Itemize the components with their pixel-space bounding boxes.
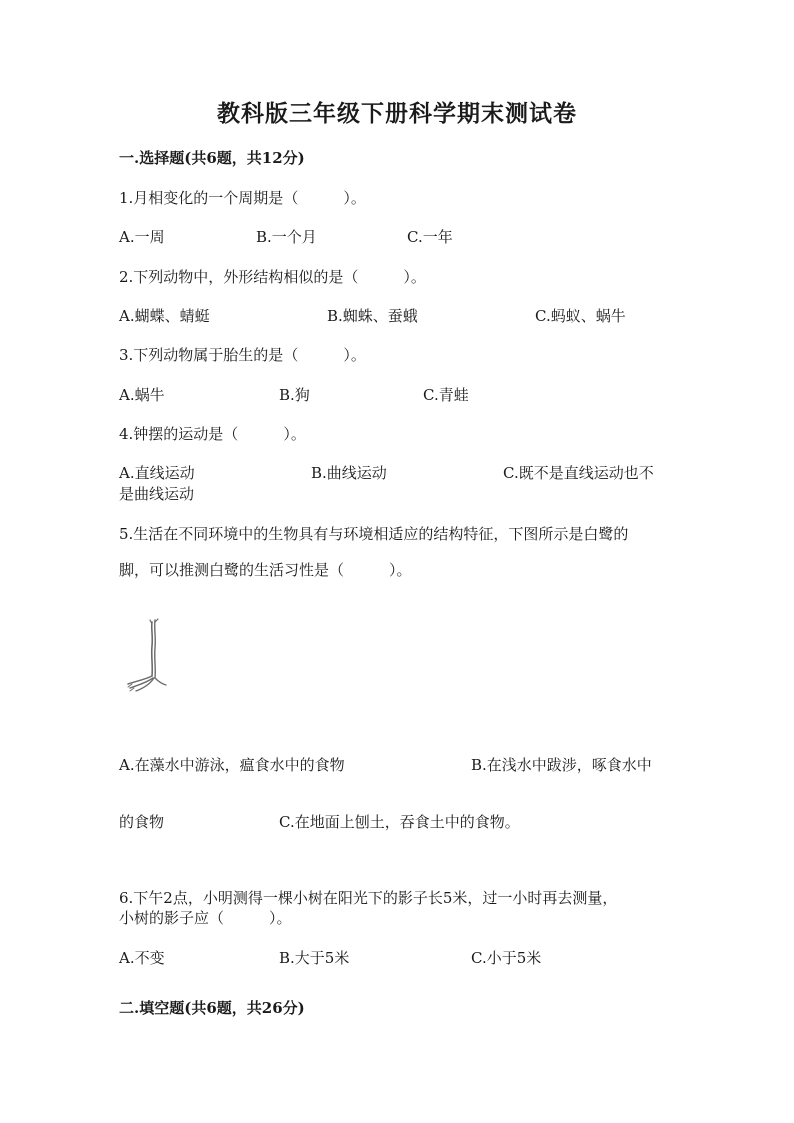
question-6-text-line-1: 6.下午2点，小明测得一棵小树在阳光下的影子长5米，过一小时再去测量， bbox=[119, 889, 618, 907]
question-1-option-a: A.一周 bbox=[119, 228, 165, 246]
question-5-text-line-1: 5.生活在不同环境中的生物具有与环境相适应的结构特征，下图所示是白鹭的 bbox=[119, 525, 629, 543]
egret-foot-image bbox=[124, 618, 174, 698]
question-4-option-b: B.曲线运动 bbox=[311, 464, 387, 482]
question-5-option-c: C.在地面上刨土，吞食土中的食物。 bbox=[279, 813, 520, 831]
section-heading-fill-in: 二.填空题(共6题，共26分) bbox=[119, 999, 305, 1017]
exam-title: 教科版三年级下册科学期末测试卷 bbox=[217, 100, 577, 127]
question-3-option-b: B.狗 bbox=[279, 386, 310, 404]
question-5-option-b: B.在浅水中跋涉，啄食水中 bbox=[471, 756, 652, 774]
question-2-option-a: A.蝴蝶、蜻蜓 bbox=[119, 307, 210, 325]
question-3-option-a: A.蜗牛 bbox=[119, 386, 165, 404]
question-6-text-line-2: 小树的影子应（ ）。 bbox=[119, 909, 292, 927]
question-3-text: 3.下列动物属于胎生的是（ ）。 bbox=[119, 346, 366, 364]
question-4-option-c: C.既不是直线运动也不 bbox=[503, 464, 654, 482]
question-2-text: 2.下列动物中，外形结构相似的是（ ）。 bbox=[119, 268, 426, 286]
question-2-option-b: B.蜘蛛、蚕蛾 bbox=[327, 307, 418, 325]
question-6-option-a: A.不变 bbox=[119, 949, 165, 967]
question-5-text-line-2: 脚，可以推测白鹭的生活习性是（ ）。 bbox=[119, 561, 412, 579]
question-6-option-c: C.小于5米 bbox=[471, 949, 542, 967]
question-2-option-c: C.蚂蚁、蜗牛 bbox=[535, 307, 626, 325]
question-1-text: 1.月相变化的一个周期是（ ）。 bbox=[119, 189, 366, 207]
question-1-option-c: C.一年 bbox=[407, 228, 453, 246]
question-4-option-a: A.直线运动 bbox=[119, 464, 195, 482]
question-6-option-b: B.大于5米 bbox=[279, 949, 350, 967]
section-heading-choice: 一.选择题(共6题，共12分) bbox=[119, 149, 305, 167]
question-5-option-a: A.在藻水中游泳，瘟食水中的食物 bbox=[119, 756, 345, 774]
question-4-text: 4.钟摆的运动是（ ）。 bbox=[119, 425, 306, 443]
question-4-option-c-continued: 是曲线运动 bbox=[119, 485, 195, 503]
question-3-option-c: C.青蛙 bbox=[423, 386, 469, 404]
question-1-option-b: B.一个月 bbox=[256, 228, 317, 246]
question-5-option-b-continued: 的食物 bbox=[119, 813, 165, 831]
